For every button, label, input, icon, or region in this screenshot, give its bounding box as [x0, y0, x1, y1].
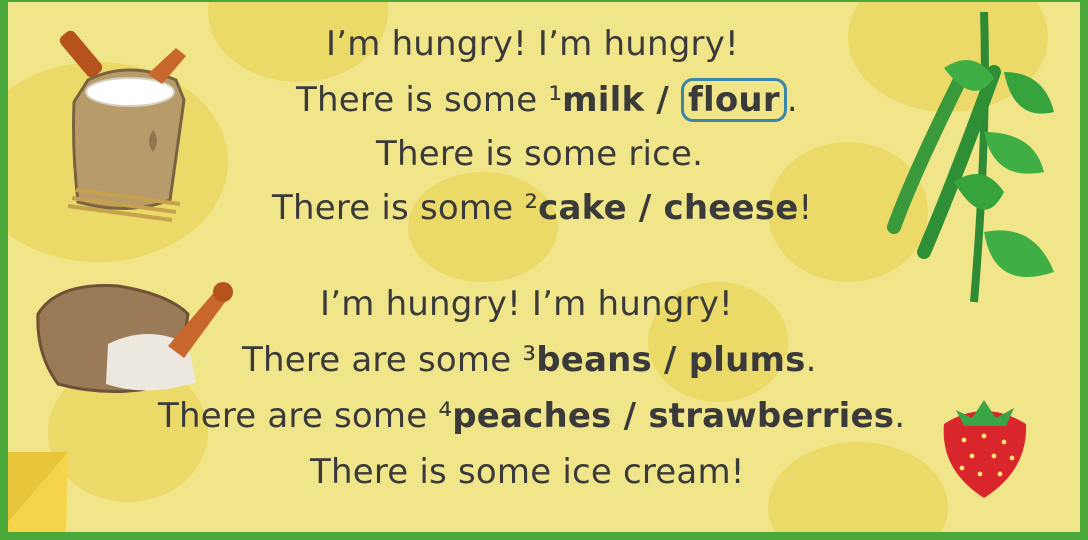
verse2-line2-number: ³ — [522, 340, 537, 380]
verse1-line2-prefix: There is some — [296, 80, 549, 120]
verse2-line2-prefix: There are some — [242, 340, 523, 380]
verse1-line4 — [272, 188, 812, 228]
verse2-line2 — [242, 340, 817, 380]
option-separator: / — [626, 188, 664, 228]
option-separator: / — [652, 340, 689, 380]
option-separator: / — [644, 80, 682, 120]
worksheet-page — [8, 2, 1080, 532]
option-milk: milk — [562, 80, 645, 120]
verse1-line4-end: ! — [798, 188, 813, 228]
option-beans[interactable]: beans — [536, 340, 652, 380]
verse1-line1: I’m hungry! I’m hungry! — [326, 24, 739, 64]
verse2-line3-prefix: There are some — [158, 396, 439, 436]
poem — [8, 2, 1080, 532]
option-peaches[interactable]: peaches — [452, 396, 612, 436]
option-cheese[interactable]: cheese — [663, 188, 799, 228]
verse2-line3-number: ⁴ — [438, 396, 453, 436]
option-flour-circled[interactable]: flour — [681, 78, 787, 122]
verse1-line2-end: . — [786, 80, 798, 120]
verse1-line4-number: ² — [524, 188, 539, 228]
verse1-line2-number: ¹ — [548, 80, 563, 120]
option-cake[interactable]: cake — [538, 188, 627, 228]
verse1-line4-prefix: There is some — [272, 188, 525, 228]
verse2-line2-end: . — [805, 340, 817, 380]
verse2-line4: There is some ice cream! — [310, 452, 745, 492]
verse2-line3-end: . — [894, 396, 906, 436]
option-strawberries[interactable]: strawberries — [648, 396, 895, 436]
verse1-line2 — [296, 78, 798, 122]
verse2-line1: I’m hungry! I’m hungry! — [320, 284, 733, 324]
option-separator: / — [611, 396, 649, 436]
option-plums[interactable]: plums — [688, 340, 806, 380]
verse1-line3: There is some rice. — [376, 134, 704, 174]
verse2-line3 — [158, 396, 905, 436]
